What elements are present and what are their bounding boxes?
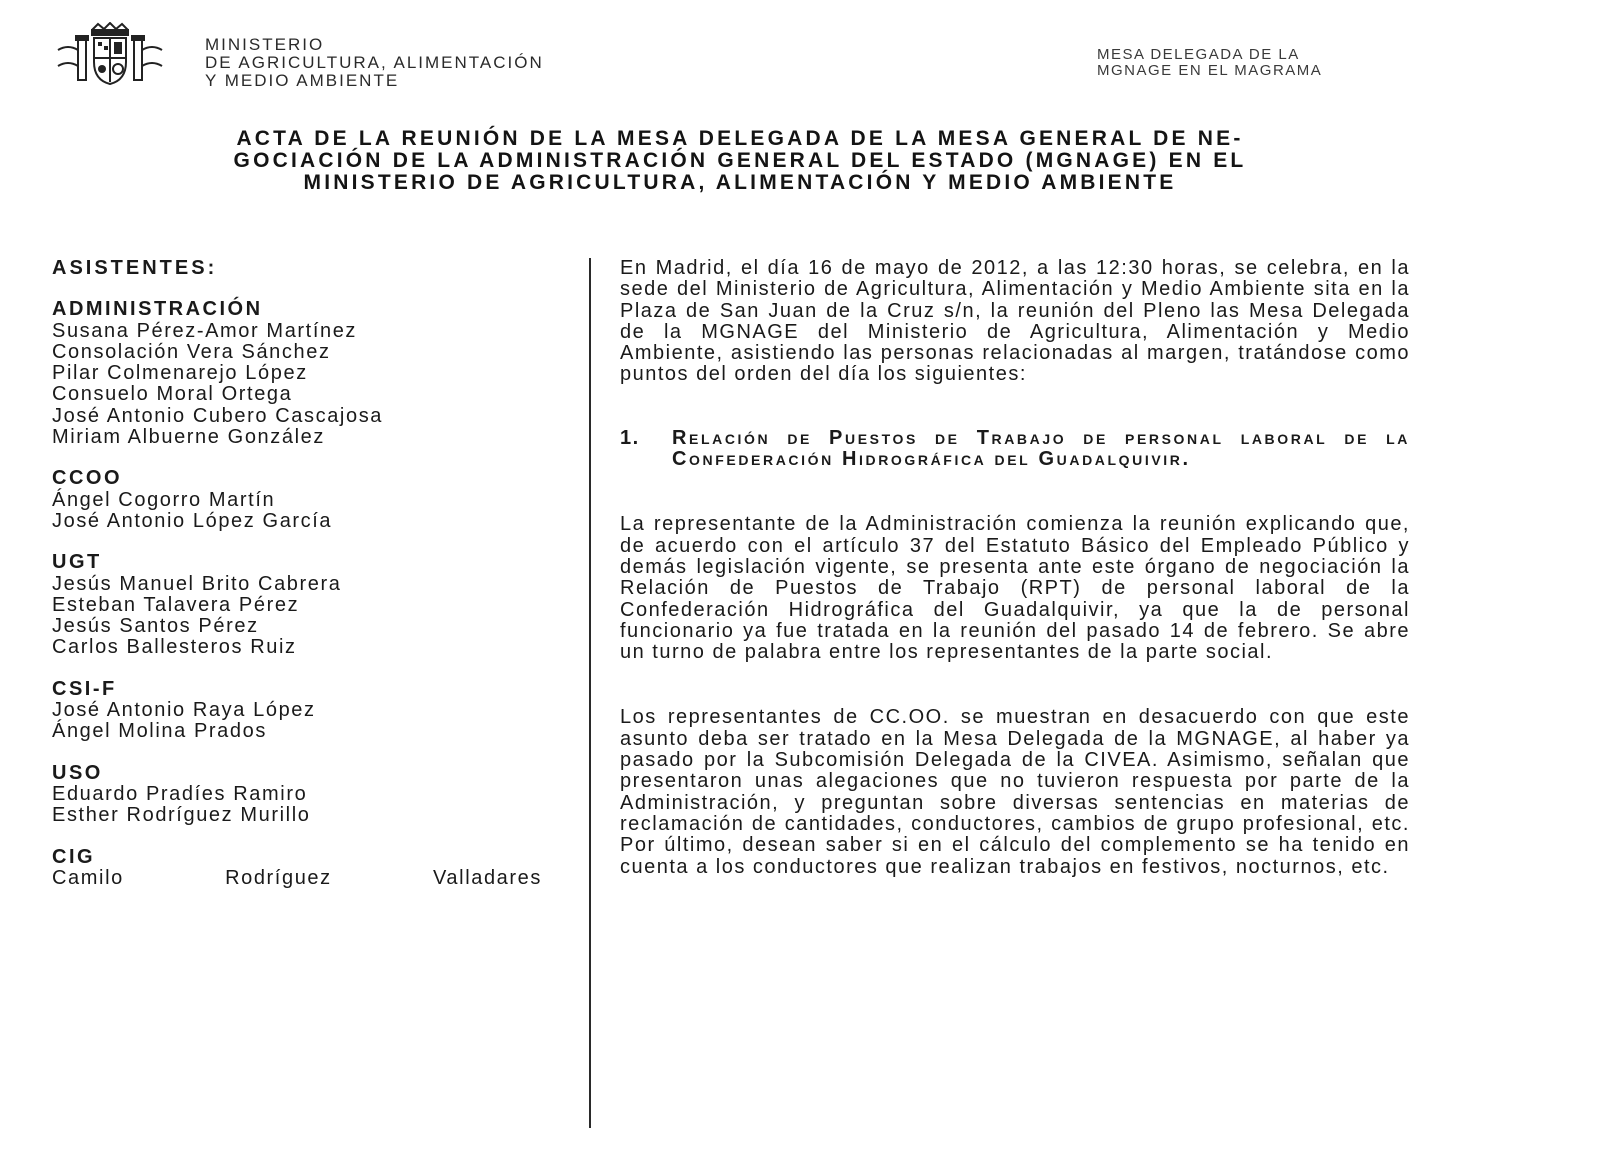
attendee: Ángel Cogorro Martín (52, 488, 276, 511)
attendee-name-word: Camilo (52, 866, 124, 889)
document-title (70, 128, 1410, 194)
body-paragraph: La representante de la Administración comienza la reunión explicando que, de acuerdo con el artículo 37 del Estatuto Básico del Empleado Público y demás legislación vigente, se presenta ante este órgano de negociación la Relación de Puestos de Trabajo (RPT) de personal laboral de la Confederación Hidrográfica del Guadalquivir, ya que la de personal funcionario ya fue tratada en la reunión del pasado 14 de febrero. Se abre un turno de palabra entre los representantes de la parte social. (620, 513, 1410, 664)
attendee: Miriam Albuerne González (52, 426, 325, 449)
minutes-body (620, 258, 1410, 878)
title-line: GOCIACIÓN DE LA ADMINISTRACIÓN GENERAL DEL ESTADO (MGNAGE) EN EL (233, 149, 1247, 172)
coat-of-arms-icon (50, 22, 180, 88)
attendees-heading: ASISTENTES: (52, 257, 218, 279)
attendees-column (52, 258, 572, 909)
attendee: José Antonio López García (52, 509, 333, 532)
group-name: ADMINISTRACIÓN (52, 298, 263, 321)
attendee: Esteban Talavera Pérez (52, 593, 300, 616)
attendee: Jesús Manuel Brito Cabrera (52, 572, 342, 595)
agenda-point (620, 428, 1410, 471)
attendee-group-ccoo (52, 468, 572, 532)
attendee-group-administracion (52, 299, 572, 448)
mesa-header-line: MESA DELEGADA DE LA (1097, 46, 1300, 63)
attendee-group-cig (52, 847, 572, 890)
attendee: Esther Rodríguez Murillo (52, 804, 311, 827)
title-line: MINISTERIO DE AGRICULTURA, ALIMENTACIÓN Y MEDIO AMBIENTE (303, 171, 1177, 194)
mesa-header (1097, 47, 1322, 79)
ministry-line: DE AGRICULTURA, ALIMENTACIÓN (205, 53, 544, 72)
attendee: Susana Pérez-Amor Martínez (52, 319, 358, 342)
attendee (52, 868, 542, 889)
column-divider (589, 258, 591, 1128)
agenda-point-number: 1. (620, 426, 640, 449)
group-name: UGT (52, 551, 102, 574)
attendee: Carlos Ballesteros Ruiz (52, 636, 297, 659)
attendee: Consuelo Moral Ortega (52, 383, 293, 406)
attendee: Pilar Colmenarejo López (52, 362, 308, 385)
ministry-line: MINISTERIO (205, 35, 325, 54)
group-name: CIG (52, 845, 96, 868)
group-name: USO (52, 761, 103, 784)
title-line: ACTA DE LA REUNIÓN DE LA MESA DELEGADA DE LA MESA GENERAL DE NE- (236, 127, 1244, 150)
attendee-name-word: Rodríguez (225, 866, 332, 889)
mesa-header-line: MGNAGE EN EL MAGRAMA (1097, 62, 1323, 79)
attendee-group-ugt (52, 552, 572, 658)
intro-paragraph: En Madrid, el día 16 de mayo de 2012, a las 12:30 horas, se celebra, en la sede del Ministerio de Agricultura, Alimentación y Medio Ambiente sita en la Plaza de San Juan de la Cruz s/n, la reunión del Pleno las Mesa Delegada de la MGNAGE del Ministerio de Agricultura, Alimentación y Medio Ambiente, asistiendo las personas relacionadas al margen, tratándose como puntos del orden del día los siguientes: (620, 257, 1410, 386)
group-name: CSI-F (52, 677, 117, 700)
body-paragraph: Los representantes de CC.OO. se muestran en desacuerdo con que este asunto deba ser tratado en la Mesa Delegada de la MGNAGE, al haber ya pasado por la Subcomisión Delegada de la CIVEA. Asimismo, señalan que presentaron unas alegaciones que no tuvieron respuesta por parte de la Administración, y preguntan sobre diversas sentencias en materias de reclamación de cantidades, conductores, cambios de grupo profesional, etc. Por último, desean saber si en el cálculo del complemento se ha tenido en cuenta a los conductores que realizan trabajos en festivos, nocturnos, etc. (620, 706, 1410, 878)
attendee-group-uso (52, 763, 572, 827)
ministry-name (205, 36, 544, 90)
attendee: Consolación Vera Sánchez (52, 340, 331, 363)
attendee: José Antonio Cubero Cascajosa (52, 404, 384, 427)
attendee: Ángel Molina Prados (52, 720, 267, 743)
agenda-point-text: Relación de Puestos de Trabajo de personal laboral de la Confederación Hidrográfica del Guadalquivir. (672, 426, 1410, 471)
attendee: Jesús Santos Pérez (52, 615, 259, 638)
group-name: CCOO (52, 467, 122, 490)
attendee-group-csif (52, 679, 572, 743)
attendee: José Antonio Raya López (52, 699, 316, 722)
ministry-line: Y MEDIO AMBIENTE (205, 71, 400, 90)
attendee-name-word: Valladares (432, 866, 542, 889)
attendee: Eduardo Pradíes Ramiro (52, 782, 308, 805)
